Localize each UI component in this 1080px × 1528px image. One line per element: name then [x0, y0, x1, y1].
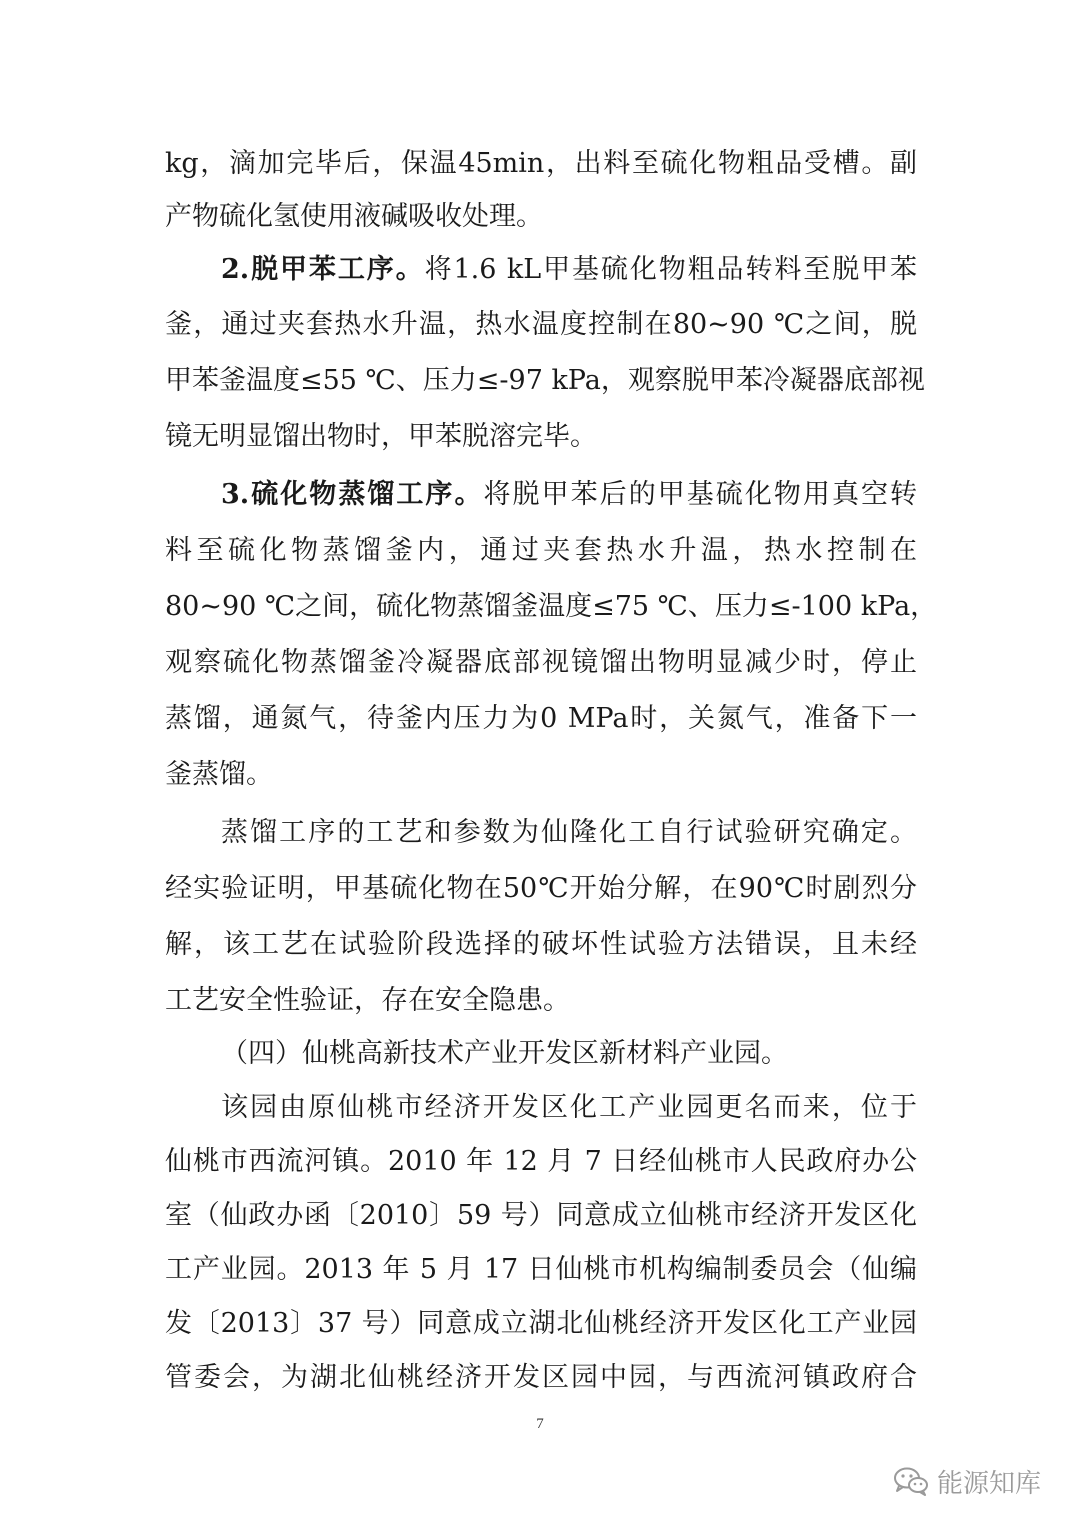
- text-line-15: 解，该工艺在试验阶段选择的破坏性试验方法错误，且未经: [165, 929, 917, 960]
- text-line-4: 釜，通过夹套热水升温，热水温度控制在80~90 ℃之间，脱: [165, 309, 917, 340]
- text-line-7: 3.硫化物蒸馏工序。将脱甲苯后的甲基硫化物用真空转: [221, 479, 918, 510]
- text-line-12: 釜蒸馏。: [165, 759, 273, 790]
- text-line-19: 仙桃市西流河镇。2010 年 12 月 7 日经仙桃市人民政府办公: [165, 1146, 917, 1177]
- section-heading-2: 2.脱甲苯工序。: [221, 254, 425, 285]
- text-line-22: 发〔2013〕37 号）同意成立湖北仙桃经济开发区化工产业园: [165, 1308, 917, 1339]
- section-heading-4: （四）仙桃高新技术产业开发区新材料产业园。: [221, 1038, 788, 1069]
- text-line-1: kg，滴加完毕后，保温45min，出料至硫化物粗品受槽。副: [165, 148, 917, 179]
- text-line-21: 工产业园。2013 年 5 月 17 日仙桃市机构编制委员会（仙编: [165, 1254, 917, 1285]
- text-line-20: 室（仙政办函〔2010〕59 号）同意成立仙桃市经济开发区化: [165, 1200, 917, 1231]
- watermark: [893, 1459, 1041, 1503]
- page-number: 7: [536, 1416, 544, 1432]
- text-line-18: 该园由原仙桃市经济开发区化工产业园更名而来，位于: [221, 1092, 917, 1123]
- text-line-3: 2.脱甲苯工序。将1.6 kL甲基硫化物粗品转料至脱甲苯: [221, 254, 918, 285]
- text-line-16: 工艺安全性验证，存在安全隐患。: [165, 985, 570, 1016]
- text-line-13: 蒸馏工序的工艺和参数为仙隆化工自行试验研究确定。: [221, 817, 917, 848]
- text-line-6: 镜无明显馏出物时，甲苯脱溶完毕。: [165, 421, 597, 452]
- text-line-10: 观察硫化物蒸馏釜冷凝器底部视镜馏出物明显减少时，停止: [165, 647, 917, 678]
- watermark-text: 能源知库: [937, 1468, 1042, 1499]
- text-line-5: 甲苯釜温度≤55 ℃、压力≤-97 kPa，观察脱甲苯冷凝器底部视: [165, 365, 925, 396]
- text-line-9: 80~90 ℃之间，硫化物蒸馏釜温度≤75 ℃、压力≤-100 kPa，: [165, 591, 938, 622]
- text-line-23: 管委会，为湖北仙桃经济开发区园中园，与西流河镇政府合: [165, 1362, 917, 1393]
- wechat-icon: [893, 1466, 929, 1496]
- text-line-2: 产物硫化氢使用液碱吸收处理。: [165, 201, 543, 232]
- text-line-8: 料至硫化物蒸馏釜内，通过夹套热水升温，热水控制在: [165, 535, 917, 566]
- text-line-14: 经实验证明，甲基硫化物在50℃开始分解，在90℃时剧烈分: [165, 873, 917, 904]
- section-heading-3: 3.硫化物蒸馏工序。: [221, 479, 484, 510]
- text-line-11: 蒸馏，通氮气，待釜内压力为0 MPa时，关氮气，准备下一: [165, 703, 917, 734]
